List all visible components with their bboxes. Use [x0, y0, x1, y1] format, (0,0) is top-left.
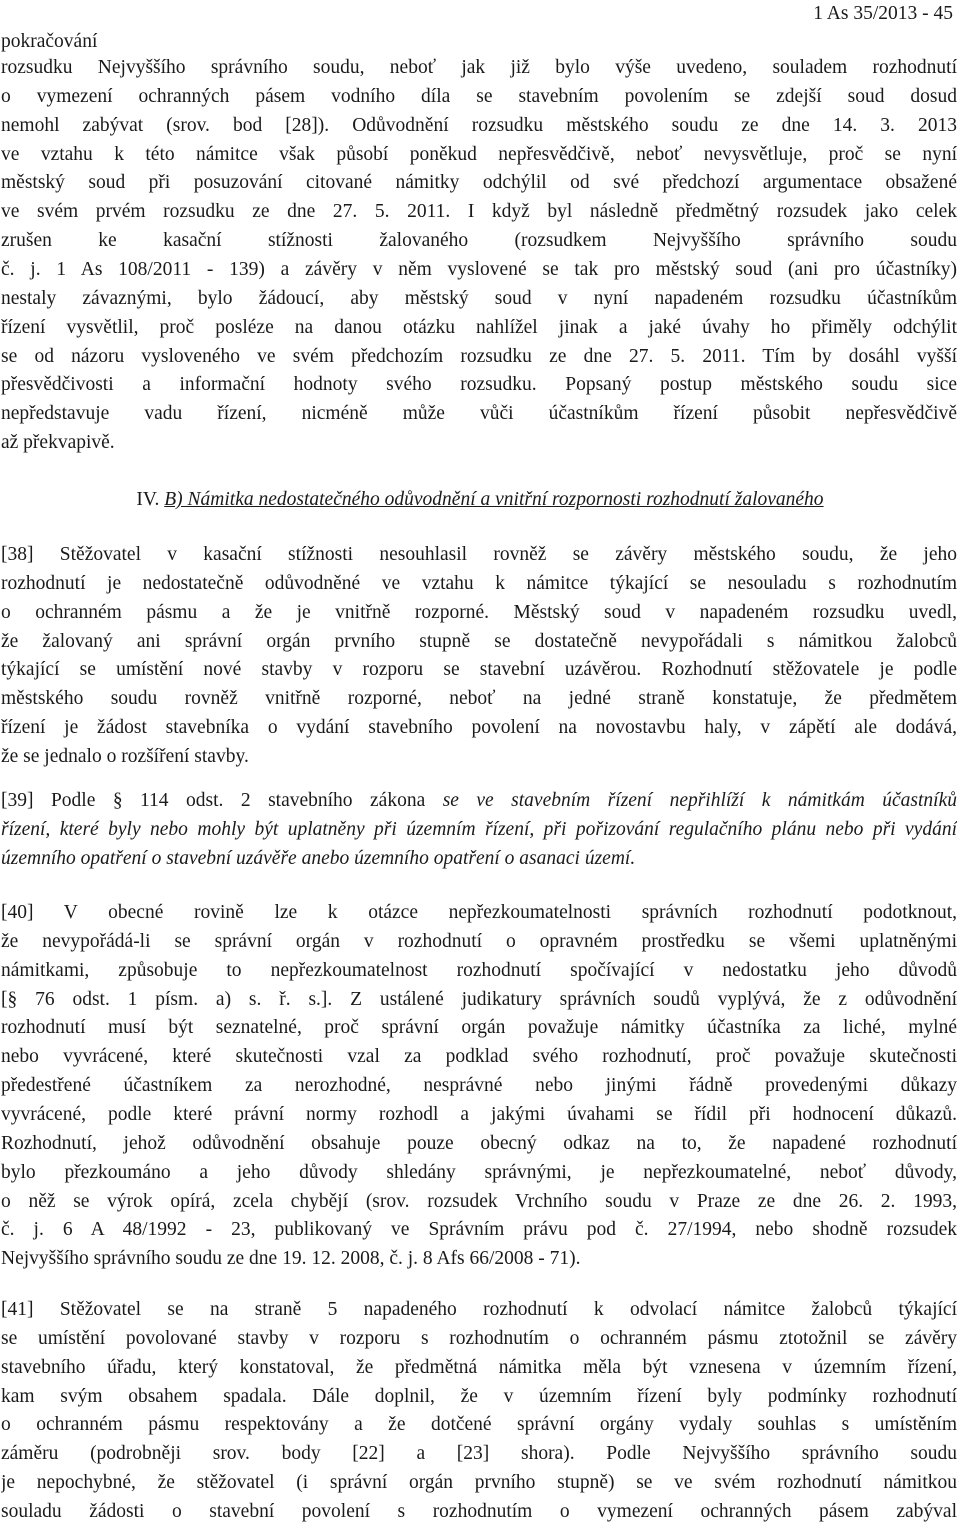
text-line: Rozhodnutí, jehož odůvodnění obsahuje pouze obecný odkaz na to, že napadené rozhodnutí [1, 1133, 957, 1154]
text-line: se od názoru vysloveného ve svém předchozím rozsudku ze dne 27. 5. 2011. Tím by dosáhl vyšší [1, 346, 957, 367]
text-line: [41] Stěžovatel se na straně 5 napadeného rozhodnutí k odvolací námitce žalobců týkající [1, 1299, 957, 1320]
text-line: že se jednalo o rozšíření stavby. [1, 746, 249, 767]
text-line: námitkami, způsobuje to nepřezkoumatelnost rozhodnutí spočívající v nedostatku jeho důvodů [1, 960, 957, 981]
section-heading-title: B) Námitka nedostatečného odůvodnění a vnitřní rozpornosti rozhodnutí žalovaného [164, 489, 824, 510]
text-line: stavebního úřadu, který konstatoval, že předmětná námitka měla být vznesena v územním řízení, [1, 1357, 957, 1378]
text-line: řízení, které byly nebo mohly být uplatněny při územním řízení, při pořizování regulačního plánu nebo při vydání [1, 819, 957, 840]
text-line: [§ 76 odst. 1 písm. a) s. ř. s.]. Z ustálené judikatury správních soudů vyplývá, že z odůvodnění [1, 989, 957, 1010]
section-heading-roman: IV. [136, 489, 160, 510]
text-line: rozsudku Nejvyššího správního soudu, neboť jak již bylo výše uvedeno, souladem rozhodnutí [1, 57, 957, 78]
text-line: kam svým obsahem spadala. Dále doplnil, že v územním řízení byly podmínky rozhodnutí [1, 1386, 957, 1407]
text-line: územního opatření o stavební uzávěře anebo územního opatření o asanaci území. [1, 848, 636, 869]
text-line: [38] Stěžovatel v kasační stížnosti nesouhlasil rovněž se závěry městského soudu, že jeho [1, 544, 957, 565]
text-line: že nevypořádá-li se správní orgán v rozhodnutí o opravném prostředku se všemi uplatněnými [1, 931, 957, 952]
text-line: že žalovaný ani správní orgán prvního stupně se dostatečně nevypořádali s námitkou žalobců [1, 631, 957, 652]
text-line: až překvapivě. [1, 432, 115, 453]
text-line: je nepochybné, že stěžovatel (i správní orgán prvního stupně) se ve svém rozhodnutí námitkou [1, 1472, 957, 1493]
text-line: bylo přezkoumáno a jeho důvody shledány správnými, je nepřezkoumatelné, neboť důvody, [1, 1162, 957, 1183]
text-line: záměru (podrobněji srov. body [22] a [23] shora). Podle Nejvyššího správního soudu [1, 1443, 957, 1464]
statute-reference: [39] Podle § 114 odst. 2 stavebního zákona [1, 790, 443, 811]
text-line: městský soud při posuzování citované námitky odchýlil od své předchozí argumentace obsažené [1, 172, 957, 193]
text-line: nestaly závaznými, bylo žádoucí, aby městský soud v nyní napadeném rozsudku účastníkům [1, 288, 957, 309]
text-line: se umístění povolované stavby v rozporu s rozhodnutím o ochranném pásmu ztotožnil se závěry [1, 1328, 957, 1349]
text-line: řízení je žádost stavebníka o vydání stavebního povolení na novostavbu haly, v zápětí ale dodává, [1, 717, 957, 738]
text-line: přesvědčivosti a informační hodnoty svého rozsudku. Popsaný postup městského soudu sice [1, 374, 957, 395]
case-number: 1 As 35/2013 - 45 [813, 3, 953, 24]
text-line: o něž se výrok opírá, zcela chybějí (srov. rozsudek Vrchního soudu v Praze ze dne 26. 2. 1993, [1, 1191, 957, 1212]
text-line: č. j. 6 A 48/1992 - 23, publikovaný ve Správním právu pod č. 27/1994, nebo shodně rozsudek [1, 1219, 957, 1240]
statute-quote: se ve stavebním řízení nepřihlíží k námitkám účastníků [442, 790, 957, 811]
text-line: o vymezení ochranných pásem vodního díla se stavebním povolením se zdejší soud dosud [1, 86, 957, 107]
text-line: č. j. 1 As 108/2011 - 139) a závěry v něm vyslovené se tak pro městský soud (ani pro účastníky) [1, 259, 957, 280]
text-line: zrušen ke kasační stížnosti žalovaného (rozsudkem Nejvyššího správního soudu [1, 230, 957, 251]
text-line: nepředstavuje vadu řízení, nicméně může vůči účastníkům řízení působit nepřesvědčivě [1, 403, 957, 424]
text-line: nemohl zabývat (srov. bod [28]). Odůvodnění rozsudku městského soudu ze dne 14. 3. 2013 [1, 115, 957, 136]
text-line: [40] V obecné rovině lze k otázce nepřezkoumatelnosti správních rozhodnutí podotknout, [1, 902, 957, 923]
text-line: vyvrácené, podle které právní normy rozhodl a jakými úvahami se řídil při hodnocení důkazů. [1, 1104, 957, 1125]
text-line: týkající se umístění nové stavby v rozporu se stavební uzávěrou. Rozhodnutí stěžovatele je podle [1, 659, 957, 680]
text-line: nebo vyvrácené, které skutečnosti vzal za podklad svého rozhodnutí, proč považuje skutečnosti [1, 1046, 957, 1067]
text-line: souladu žádosti o stavební povolení s rozhodnutím o vymezení ochranných pásem zabýval [1, 1501, 957, 1522]
text-line: řízení vysvětlil, proč posléze na danou otázku nahlížel jinak a jaké úvahy ho přiměly odchýlit [1, 317, 957, 338]
section-heading [0, 488, 960, 512]
text-line: o ochranném pásmu respektovány a že dotčené správní orgány vydaly souhlas s umístěním [1, 1414, 957, 1435]
text-line: o ochranném pásmu a že je vnitřně rozporné. Městský soud v napadeném rozsudku uvedl, [1, 602, 957, 623]
continuation-label: pokračování [1, 31, 98, 52]
text-line: předestřené účastníkem za nerozhodné, nesprávné nebo jinými řádně provedenými důkazy [1, 1075, 957, 1096]
text-line: rozhodnutí je nedostatečně odůvodněné ve vztahu k námitce týkající se nesouladu s rozhodnutím [1, 573, 957, 594]
text-line: ve vztahu k této námitce však působí poněkud nepřesvědčivě, neboť nevysvětluje, proč se nyní [1, 144, 957, 165]
text-line [1, 789, 957, 813]
text-line: Nejvyššího správního soudu ze dne 19. 12. 2008, č. j. 8 Afs 66/2008 - 71). [1, 1248, 581, 1269]
text-line: ve svém prvém rozsudku ze dne 27. 5. 2011. I když byl následně předmětný rozsudek jako celek [1, 201, 957, 222]
text-line: rozhodnutí musí být seznatelné, proč správní orgán považuje námitky účastníka za liché, mylné [1, 1017, 957, 1038]
text-line: městského soudu rovněž vnitřně rozporné, neboť na jedné straně konstatuje, že předmětem [1, 688, 957, 709]
